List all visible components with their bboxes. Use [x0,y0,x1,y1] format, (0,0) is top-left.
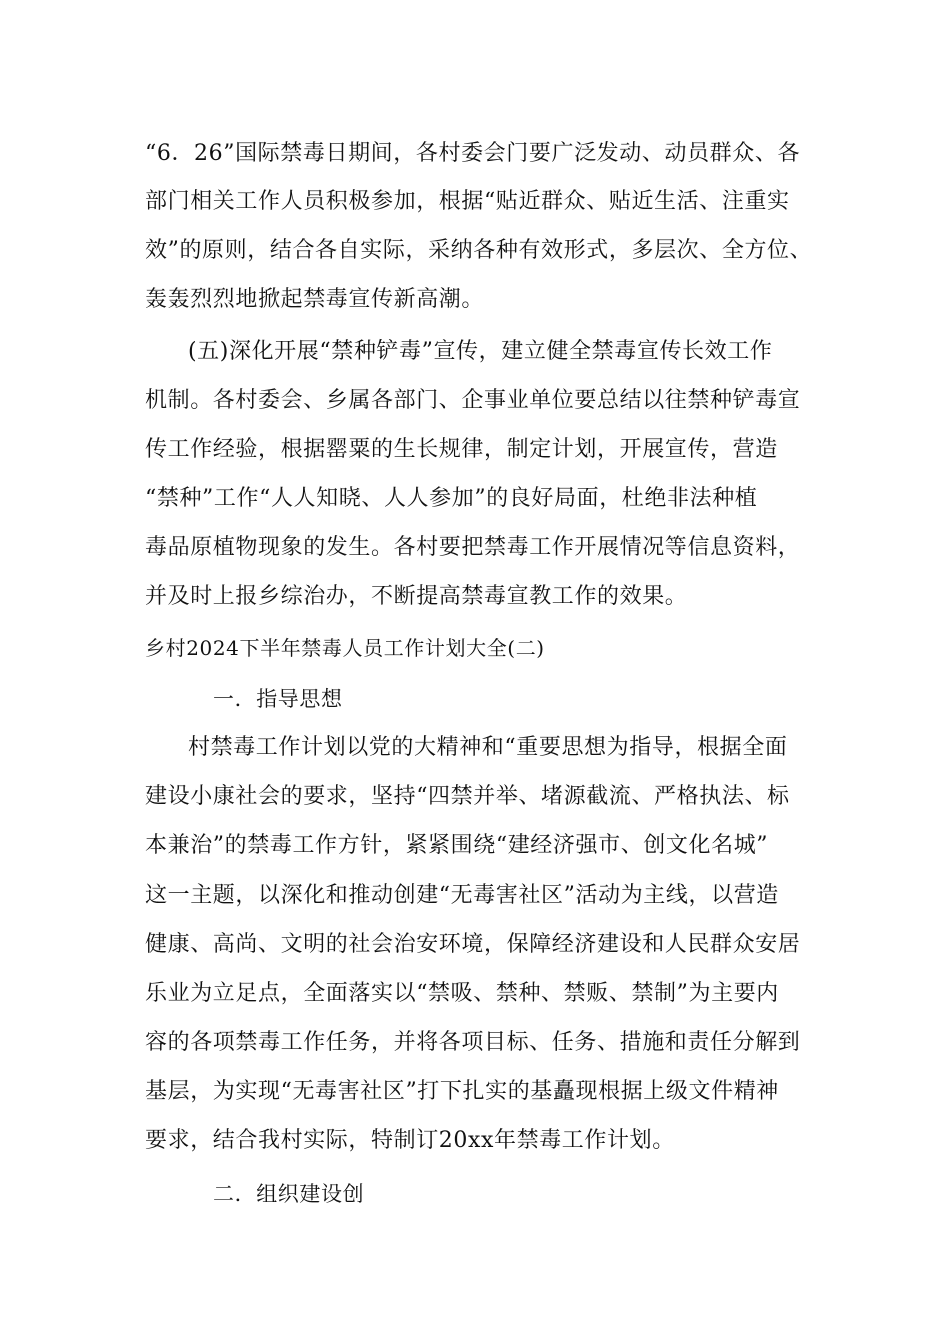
paragraph-3-line-2: 建设小康社会的要求，坚持“四禁并举、堵源截流、严格执法、标 [145,784,790,809]
paragraph-3-line-9: 要求，结合我村实际，特制订20xx年禁毒工作计划。 [145,1128,675,1153]
section-title: 乡村2024下半年禁毒人员工作计划大全(二) [145,636,545,660]
paragraph-1-line-1: “6．26”国际禁毒日期间，各村委会门要广泛发动、动员群众、各 [145,141,801,166]
paragraph-2-line-4: “禁种”工作“人人知晓、人人参加”的良好局面，杜绝非法种植 [145,486,758,511]
paragraph-1-line-2: 部门相关工作人员积极参加，根据“贴近群众、贴近生活、注重实 [145,189,790,214]
paragraph-2-line-5: 毒品原植物现象的发生。各村要把禁毒工作开展情况等信息资料， [145,535,801,560]
paragraph-2-line-6: 并及时上报乡综治办，不断提高禁毒宣教工作的效果。 [145,584,688,609]
paragraph-1-line-3: 效”的原则，结合各自实际，采纳各种有效形式，多层次、全方位、 [145,238,813,263]
paragraph-3-line-4: 这一主题，以深化和推动创建“无毒害社区”活动为主线，以营造 [145,883,779,908]
paragraph-3-line-1: 村禁毒工作计划以党的大精神和“重要思想为指导，根据全面 [188,735,788,760]
heading-organization-building: 二．组织建设创 [213,1182,365,1206]
paragraph-3-line-7: 容的各项禁毒工作任务，并将各项目标、任务、措施和责任分解到 [145,1030,801,1055]
paragraph-2-line-3: 传工作经验，根据罂粟的生长规律，制定计划，开展宣传，营造 [145,437,778,462]
paragraph-3-line-3: 本兼治”的禁毒工作方针，紧紧围绕“建经济强市、创文化名城” [145,833,769,858]
paragraph-2-line-2: 机制。各村委会、乡属各部门、企事业单位要总结以往禁种铲毒宣 [145,388,801,413]
heading-guiding-ideology: 一．指导思想 [213,687,343,711]
paragraph-3-line-5: 健康、高尚、文明的社会治安环境，保障经济建设和人民群众安居 [145,932,801,957]
paragraph-3-line-6: 乐业为立足点，全面落实以“禁吸、禁种、禁贩、禁制”为主要内 [145,981,779,1006]
paragraph-2-line-1: (五)深化开展“禁种铲毒”宣传，建立健全禁毒宣传长效工作 [188,339,773,364]
paragraph-3-line-8: 基层，为实现“无毒害社区”打下扎实的基矗现根据上级文件精神 [145,1079,779,1104]
paragraph-1-line-4: 轰轰烈烈地掀起禁毒宣传新高潮。 [145,287,485,312]
